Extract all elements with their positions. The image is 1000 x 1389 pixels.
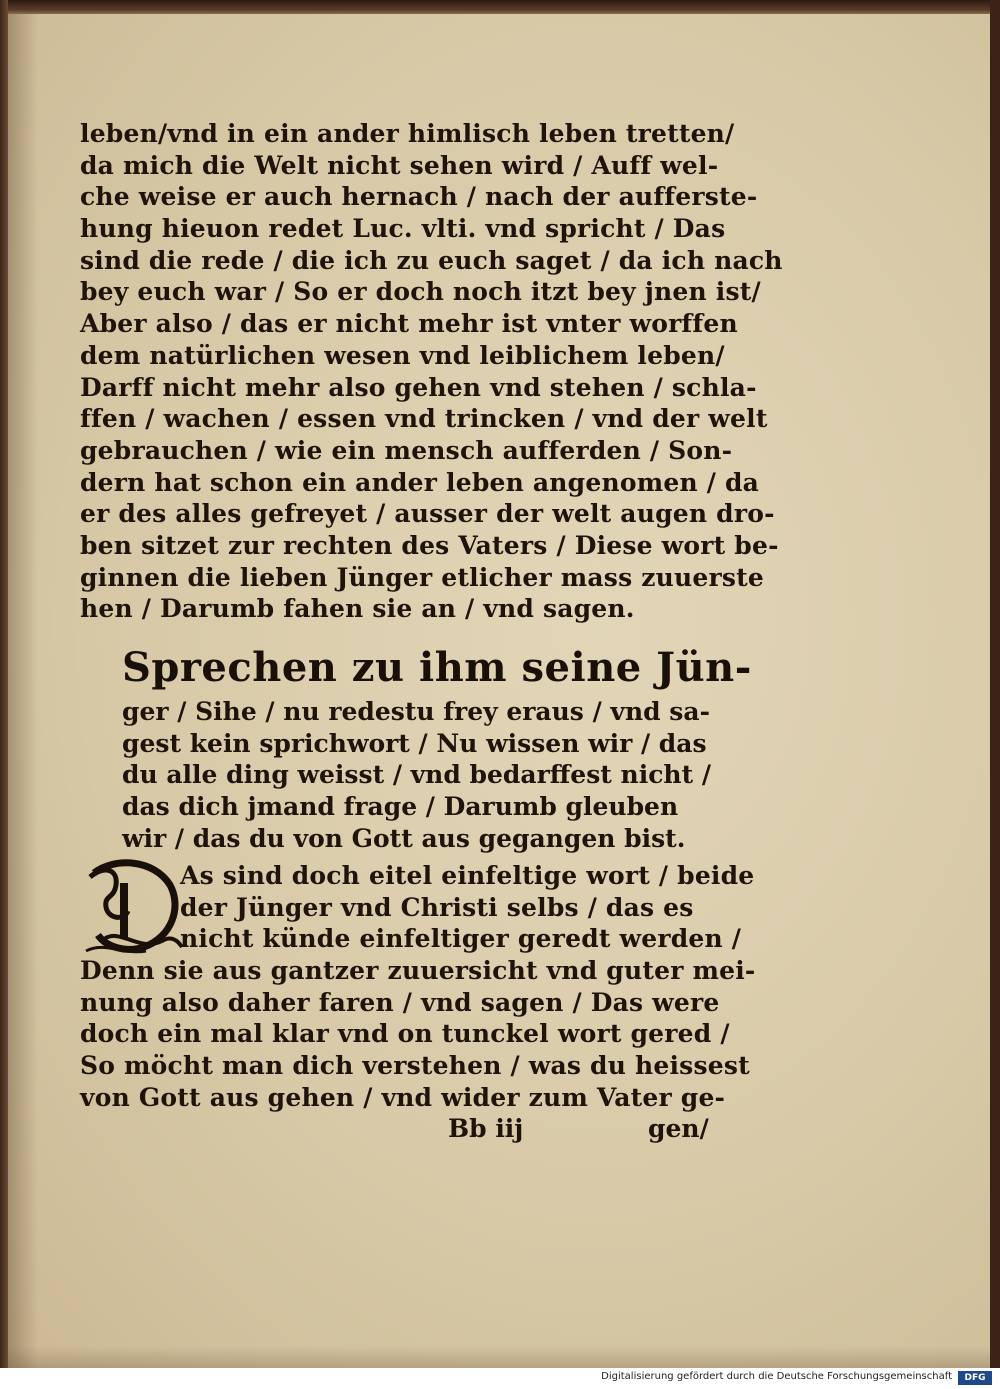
- text-line: nicht künde einfeltiger geredt werden /: [180, 924, 742, 954]
- quote-line: das dich jmand frage / Darumb gleuben: [122, 792, 679, 822]
- text-line: So möcht man dich verstehen / was du heissest: [80, 1051, 750, 1081]
- paragraph-2: [80, 860, 756, 1114]
- scripture-quote: [122, 640, 752, 854]
- quote-heading: Sprechen zu ihm seine Jün-: [122, 644, 752, 691]
- quote-line: wir / das du von Gott aus gegangen bist.: [122, 823, 686, 853]
- dfg-logo: DFG: [958, 1371, 992, 1385]
- quote-line: ger / Sihe / nu redestu frey eraus / vnd sa-: [122, 697, 710, 726]
- text-line: gebrauchen / wie ein mensch aufferden / Son-: [80, 435, 733, 465]
- text-line: dem natürlichen wesen vnd leiblichem leben/: [80, 340, 725, 370]
- text-line: dern hat schon ein ander leben angenomen / da: [80, 467, 760, 497]
- text-line: ben sitzet zur rechten des Vaters / Diese wort be-: [80, 530, 779, 560]
- text-line: nung also daher faren / vnd sagen / Das were: [80, 987, 720, 1017]
- text-line: che weise er auch hernach / nach der aufferste-: [80, 182, 758, 212]
- text-line: bey euch war / So er doch noch itzt bey jnen ist/: [80, 277, 761, 307]
- paragraph-1: [80, 118, 783, 625]
- catchword: gen/: [648, 1114, 709, 1143]
- text-line: Denn sie aus gantzer zuuersicht vnd guter mei-: [80, 956, 756, 986]
- text-line: von Gott aus gehen / vnd wider zum Vater ge-: [80, 1082, 726, 1112]
- text-line: da mich die Welt nicht sehen wird / Auff wel-: [80, 150, 719, 180]
- text-line: doch ein mal klar vnd on tunckel wort gered /: [80, 1019, 730, 1049]
- book-top-edge: [0, 0, 1000, 14]
- signature-mark: Bb iij: [448, 1114, 524, 1143]
- quote-line: du alle ding weisst / vnd bedarffest nicht /: [122, 760, 711, 790]
- footer-bar: [0, 1368, 1000, 1389]
- text-line: ginnen die lieben Jünger etlicher mass zuuerste: [80, 562, 764, 592]
- book-left-edge: [0, 0, 8, 1368]
- text-line: hen / Darumb fahen sie an / vnd sagen.: [80, 594, 635, 624]
- text-line: sind die rede / die ich zu euch saget / da ich nach: [80, 245, 783, 275]
- text-line: As sind doch eitel einfeltige wort / beide: [180, 861, 755, 890]
- text-line: er des alles gefreyet / ausser der welt augen dro-: [80, 499, 775, 529]
- page-foot: [80, 1114, 720, 1146]
- text-line: Darff nicht mehr also gehen vnd stehen / schla-: [80, 372, 757, 402]
- text-line: leben/vnd in ein ander himlisch leben tretten/: [80, 119, 735, 148]
- book-right-edge: [990, 0, 1000, 1368]
- text-line: ffen / wachen / essen vnd trincken / vnd der welt: [80, 404, 768, 434]
- text-line: hung hieuon redet Luc. vlti. vnd spricht / Das: [80, 214, 726, 244]
- funding-credit: Digitalisierung gefördert durch die Deutsche Forschungsgemeinschaft: [601, 1371, 952, 1382]
- text-line: der Jünger vnd Christi selbs / das es: [180, 892, 694, 922]
- text-line: Aber also / das er nicht mehr ist vnter worffen: [80, 309, 738, 339]
- quote-line: gest kein sprichwort / Nu wissen wir / das: [122, 728, 707, 758]
